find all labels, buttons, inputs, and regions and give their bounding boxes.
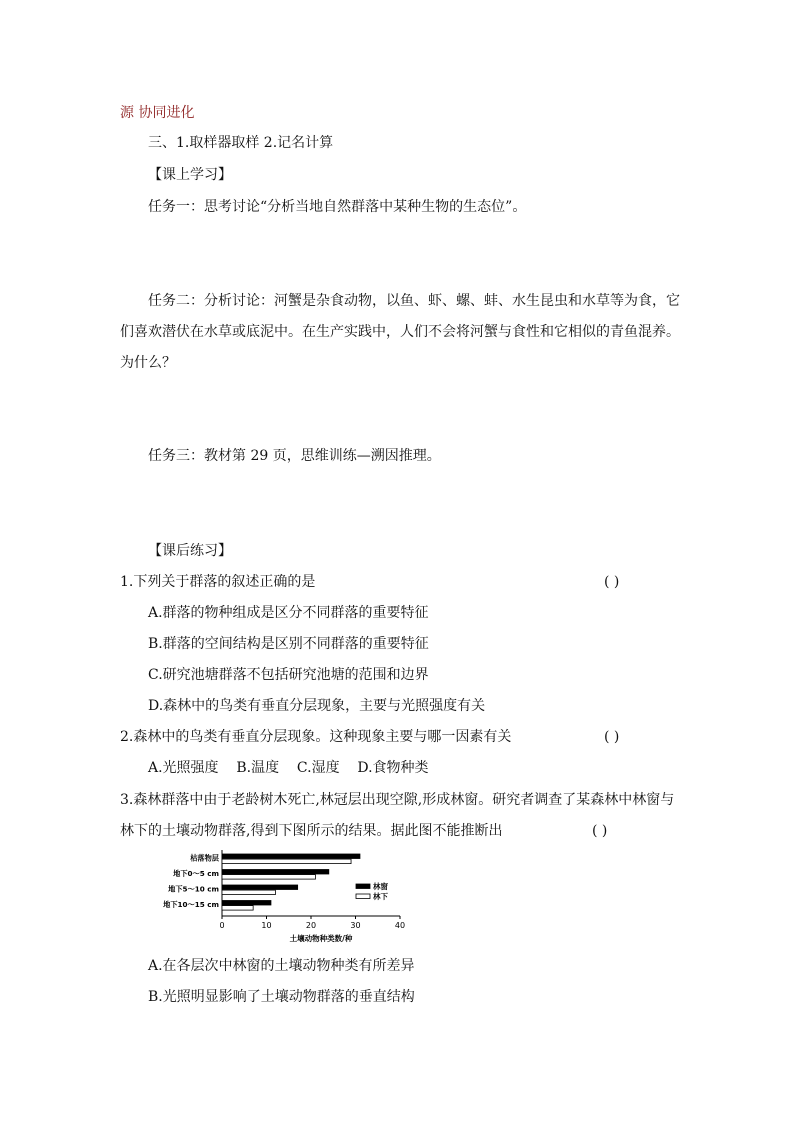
x-tick-label-1: 10 bbox=[261, 921, 272, 930]
q1-option-c: C.研究池塘群落不包括研究池塘的范围和边界 bbox=[148, 667, 429, 683]
legend-label-1: 林下 bbox=[373, 892, 388, 901]
bar-under-2 bbox=[222, 890, 275, 895]
q1-option-b: B.群落的空间结构是区别不同群落的重要特征 bbox=[148, 636, 429, 652]
q3-stem-line1: 3.森林群落中由于老龄树木死亡,林冠层出现空隙,形成林窗。研究者调查了某森林中林窗与 bbox=[120, 792, 675, 808]
bar-under-3 bbox=[222, 906, 253, 911]
previous-answer-tail: 源 协同进化 bbox=[120, 105, 195, 121]
category-label-0: 枯落物层 bbox=[190, 853, 219, 863]
q1-answer-paren: ( ) bbox=[604, 574, 620, 590]
q3-stem-line2: 林下的土壤动物群落,得到下图所示的结果。据此图不能推断出 bbox=[120, 823, 503, 839]
task1-text: 任务一：思考讨论“分析当地自然群落中某种生物的生态位”。 bbox=[148, 199, 527, 215]
exercises-heading: 【课后练习】 bbox=[148, 543, 232, 559]
soil-animal-bar-chart bbox=[142, 848, 422, 948]
q2-stem: 2.森林中的鸟类有垂直分层现象。这种现象主要与哪一因素有关 bbox=[120, 729, 512, 745]
legend-swatch-1 bbox=[356, 894, 370, 899]
task2-line1: 任务二：分析讨论：河蟹是杂食动物，以鱼、虾、螺、蚌、水生昆虫和水草等为食，它 bbox=[148, 293, 680, 309]
task2-line3: 为什么？ bbox=[120, 355, 176, 371]
legend-swatch-0 bbox=[356, 884, 370, 889]
category-label-2: 地下5～10 cm bbox=[168, 884, 219, 894]
x-tick-label-2: 20 bbox=[305, 921, 317, 930]
task3-text: 任务三：教材第 29 页，思维训练—溯因推理。 bbox=[148, 448, 441, 464]
bar-under-0 bbox=[222, 859, 351, 864]
q3-option-b: B.光照明显影响了土壤动物群落的垂直结构 bbox=[148, 989, 415, 1005]
legend-label-0: 林窗 bbox=[373, 882, 388, 891]
class-study-heading: 【课上学习】 bbox=[148, 167, 232, 183]
bar-gap-3 bbox=[222, 901, 271, 906]
x-axis-label: 土壤动物种类数/种 bbox=[289, 934, 353, 943]
bar-gap-2 bbox=[222, 885, 298, 890]
q1-option-a: A.群落的物种组成是区分不同群落的重要特征 bbox=[148, 605, 429, 621]
q2-answer-paren: ( ) bbox=[604, 729, 620, 745]
x-tick-label-3: 30 bbox=[350, 921, 361, 930]
section3-answer: 三、1.取样器取样 2.记名计算 bbox=[148, 135, 334, 151]
q1-stem: 1.下列关于群落的叙述正确的是 bbox=[120, 574, 316, 590]
task2-line2: 们喜欢潜伏在水草或底泥中。在生产实践中，人们不会将河蟹与食性和它相似的青鱼混养。 bbox=[120, 324, 680, 340]
x-tick-label-0: 0 bbox=[219, 921, 225, 930]
q2-options: A.光照强度 B.温度 C.湿度 D.食物种类 bbox=[148, 760, 429, 776]
bar-under-1 bbox=[222, 875, 315, 880]
bar-gap-0 bbox=[222, 854, 360, 859]
category-label-3: 地下10～15 cm bbox=[163, 900, 219, 909]
q3-option-a: A.在各层次中林窗的土壤动物种类有所差异 bbox=[148, 958, 415, 974]
q1-option-d: D.森林中的鸟类有垂直分层现象，主要与光照强度有关 bbox=[148, 698, 486, 714]
q3-answer-paren: ( ) bbox=[592, 823, 608, 839]
x-tick-label-4: 40 bbox=[394, 921, 406, 930]
category-label-1: 地下0～5 cm bbox=[173, 869, 219, 878]
bar-gap-1 bbox=[222, 870, 329, 875]
